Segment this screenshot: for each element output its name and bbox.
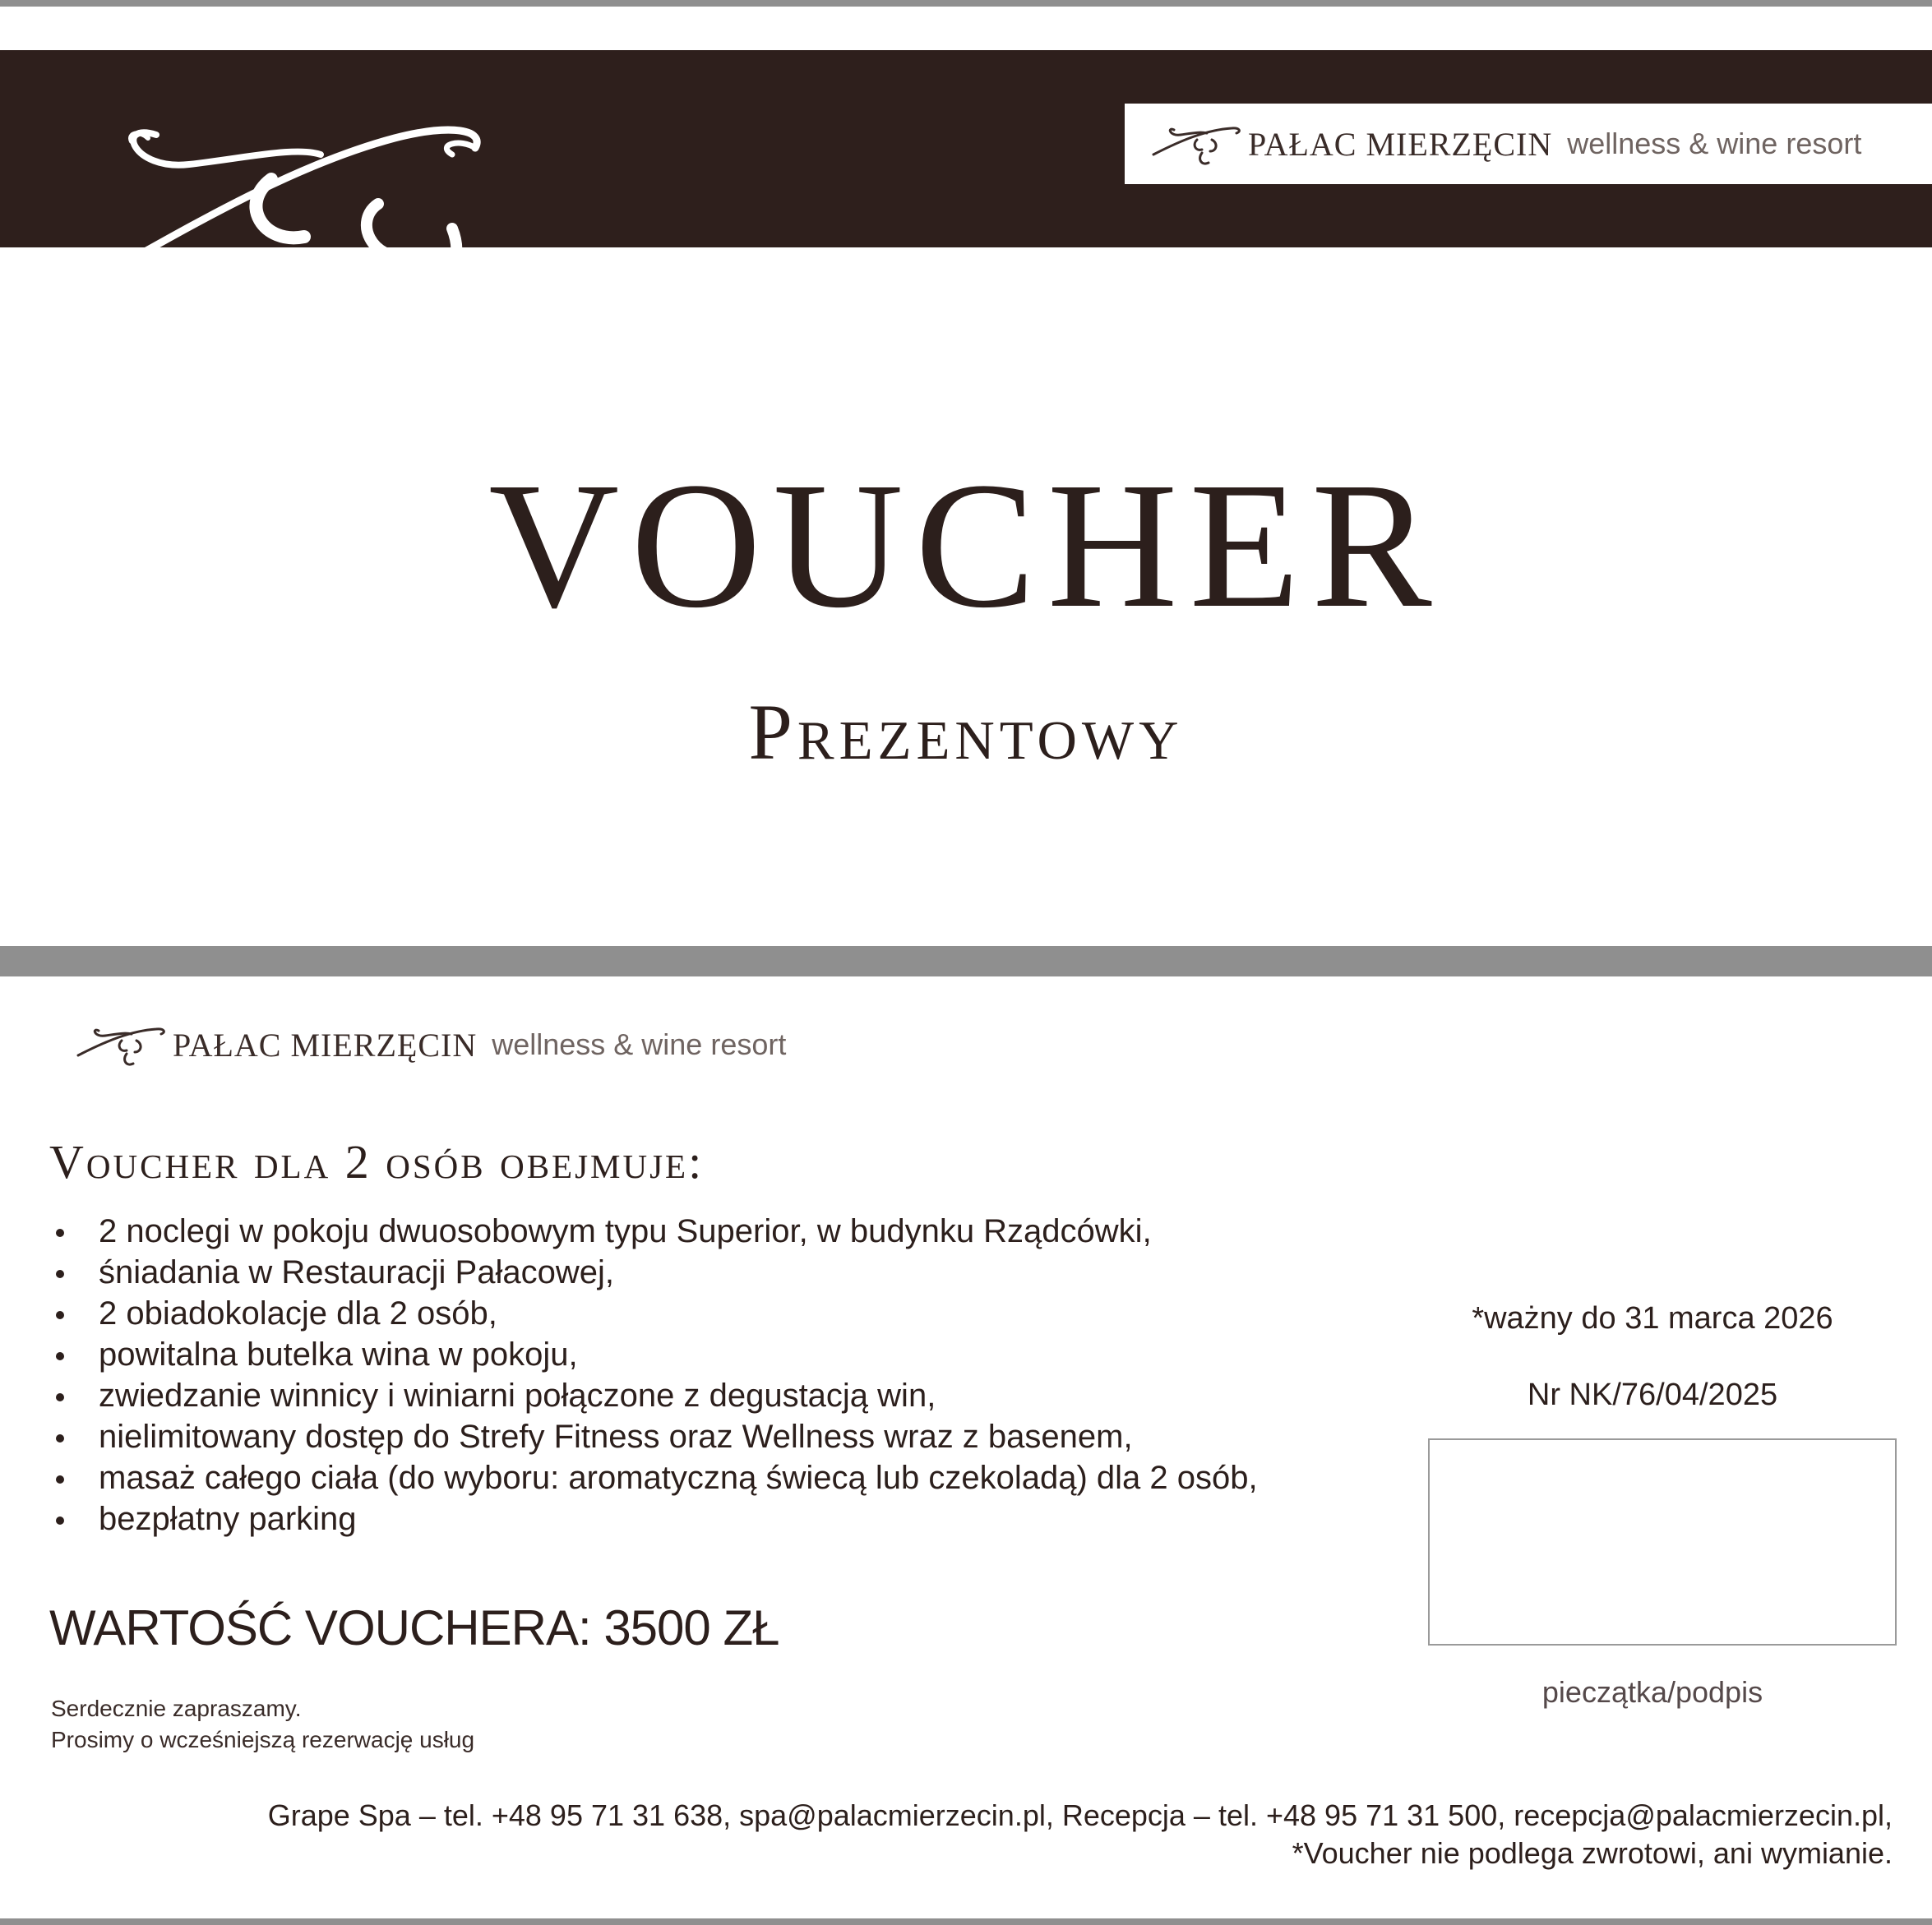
list-item (49, 1498, 1398, 1540)
front-logo (1149, 115, 1861, 173)
back-logo (74, 1016, 786, 1073)
voucher-front (0, 7, 1932, 946)
contact-info (268, 1797, 1893, 1872)
bullet-icon (56, 1393, 64, 1401)
list-item (49, 1457, 1398, 1498)
invitation-line: Serdecznie zapraszamy. (51, 1696, 302, 1721)
stamp-label: pieczątka/podpis (1541, 1675, 1763, 1709)
bullet-icon (56, 1270, 64, 1278)
voucher-value: WARTOŚĆ VOUCHERA: 3500 ZŁ (49, 1600, 779, 1655)
list-item-text: powitalna butelka wina w pokoju, (99, 1336, 578, 1373)
list-item-text: bezpłatny parking (99, 1501, 357, 1537)
list-item-text: śniadania w Restauracji Pałacowej, (99, 1254, 614, 1290)
list-item-text: 2 noclegi w pokoju dwuosobowym typu Superior, w budynku Rządcówki, (99, 1213, 1152, 1249)
bullet-icon (56, 1434, 64, 1443)
voucher-subtitle: Prezentowy (748, 688, 1184, 776)
list-item-text: nielimitowany dostęp do Strefy Fitness oraz Wellness wraz z basenem, (99, 1419, 1133, 1455)
valid-until: *ważny do 31 marca 2026 (1472, 1301, 1833, 1336)
includes-list (49, 1211, 1398, 1540)
list-item-text: zwiedzanie winnicy i winiarni połączone z degustacją win, (99, 1378, 936, 1414)
bullet-icon (56, 1229, 64, 1237)
reservation-note: Prosimy o wcześniejszą rezerwację usług (51, 1727, 475, 1752)
includes-heading: Voucher dla 2 osób obejmuje: (49, 1135, 705, 1189)
list-item (49, 1211, 1398, 1252)
list-item (49, 1334, 1398, 1375)
grape-logo-icon (74, 1016, 173, 1073)
list-item-text: masaż całego ciała (do wyboru: aromatyczną świecą lub czekoladą) dla 2 osób, (99, 1460, 1258, 1496)
invitation-text (51, 1693, 474, 1756)
voucher-number: Nr NK/76/04/2025 (1527, 1378, 1778, 1412)
brand-name: PAŁAC MIERZĘCIN (173, 1026, 478, 1064)
bullet-icon (56, 1516, 64, 1525)
non-refundable-note: *Voucher nie podlega zwrotowi, ani wymianie. (1292, 1836, 1893, 1870)
grape-vine-ornament (25, 105, 617, 385)
brand-tagline: wellness & wine resort (1567, 127, 1862, 160)
bullet-icon (56, 1475, 64, 1484)
brand-name: PAŁAC MIERZĘCIN (1248, 125, 1553, 163)
bullet-icon (56, 1352, 64, 1360)
voucher-title: VOUCHER (488, 445, 1444, 645)
grape-logo-icon (1149, 115, 1248, 173)
list-item-text: 2 obiadokolacje dla 2 osób, (99, 1295, 497, 1332)
list-item (49, 1293, 1398, 1334)
voucher-back (0, 976, 1932, 1918)
bullet-icon (56, 1311, 64, 1319)
list-item (49, 1375, 1398, 1416)
brand-tagline: wellness & wine resort (492, 1027, 787, 1061)
list-item (49, 1252, 1398, 1293)
list-item (49, 1416, 1398, 1457)
front-logo-box (1125, 104, 1932, 184)
contact-line: Grape Spa – tel. +48 95 71 31 638, spa@palacmierzecin.pl, Recepcja – tel. +48 95 71 31 500, recepcja@palacmierzecin.pl, (267, 1798, 1893, 1832)
stamp-signature-box (1428, 1438, 1897, 1646)
